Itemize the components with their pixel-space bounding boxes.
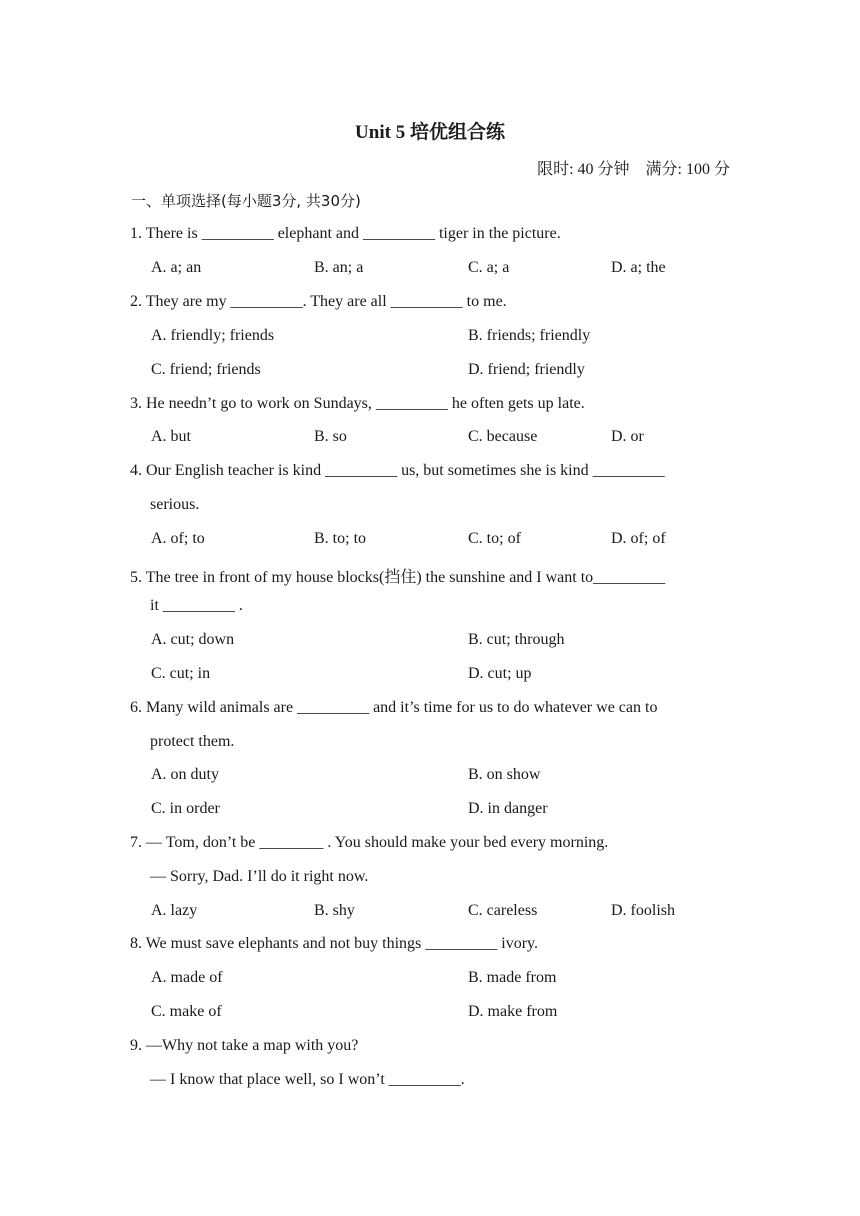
question-6-option-c: C. in order [151,800,220,817]
question-4-option-b: B. to; to [314,530,367,547]
question-5-option-a: A. cut; down [151,631,235,648]
question-4-text: 4. Our English teacher is kind _________ us, but sometimes she is kind _________ [130,462,665,479]
question-1-option-a: A. a; an [151,259,202,276]
question-2-option-a: A. friendly; friends [151,327,275,344]
question-6-text-cont: protect them. [150,733,235,750]
question-9-text-cont: — I know that place well, so I won’t _________. [150,1071,465,1088]
question-3-option-a: A. but [151,428,191,445]
question-6-option-d: D. in danger [468,800,548,817]
question-6-text: 6. Many wild animals are _________ and it’s time for us to do whatever we can to [130,699,658,716]
question-4-option-d: D. of; of [611,530,666,547]
question-5-option-b: B. cut; through [468,631,565,648]
question-8-option-c: C. make of [151,1003,222,1020]
question-2-option-d: D. friend; friendly [468,361,585,378]
time-score-info: 限时: 40 分钟 满分: 100 分 [537,161,730,178]
question-8-text: 8. We must save elephants and not buy things _________ ivory. [130,935,538,952]
question-5-option-d: D. cut; up [468,665,532,682]
question-2-option-c: C. friend; friends [151,361,261,378]
question-8-option-d: D. make from [468,1003,558,1020]
question-7-option-d: D. foolish [611,902,675,919]
question-7-text-cont: — Sorry, Dad. I’ll do it right now. [150,868,369,885]
question-4-option-c: C. to; of [468,530,521,547]
question-6-option-b: B. on show [468,766,541,783]
page-title: Unit 5 培优组合练 [355,122,505,143]
question-8-option-a: A. made of [151,969,223,986]
question-3-option-b: B. so [314,428,347,445]
question-2-text: 2. They are my _________. They are all _________ to me. [130,293,507,310]
question-7-option-c: C. careless [468,902,538,919]
question-5-text-cont: it _________ . [150,597,243,614]
section-heading: 一、单项选择(每小题3分, 共30分) [131,192,361,210]
question-4-option-a: A. of; to [151,530,205,547]
question-5-text: 5. The tree in front of my house blocks(挡住) the sunshine and I want to_________ [130,569,666,586]
question-3-option-c: C. because [468,428,538,445]
question-6-option-a: A. on duty [151,766,219,783]
question-2-option-b: B. friends; friendly [468,327,591,344]
question-9-text: 9. —Why not take a map with you? [130,1037,359,1054]
question-7-option-a: A. lazy [151,902,198,919]
question-1-option-c: C. a; a [468,259,510,276]
question-7-text: 7. — Tom, don’t be ________ . You should make your bed every morning. [130,834,609,851]
question-3-text: 3. He needn’t go to work on Sundays, _________ he often gets up late. [130,395,585,412]
question-1-option-d: D. a; the [611,259,666,276]
question-3-option-d: D. or [611,428,644,445]
question-5-option-c: C. cut; in [151,665,211,682]
question-7-option-b: B. shy [314,902,355,919]
question-4-text-cont: serious. [150,496,200,513]
question-1-text: 1. There is _________ elephant and _________ tiger in the picture. [130,225,561,242]
question-1-option-b: B. an; a [314,259,364,276]
question-8-option-b: B. made from [468,969,557,986]
